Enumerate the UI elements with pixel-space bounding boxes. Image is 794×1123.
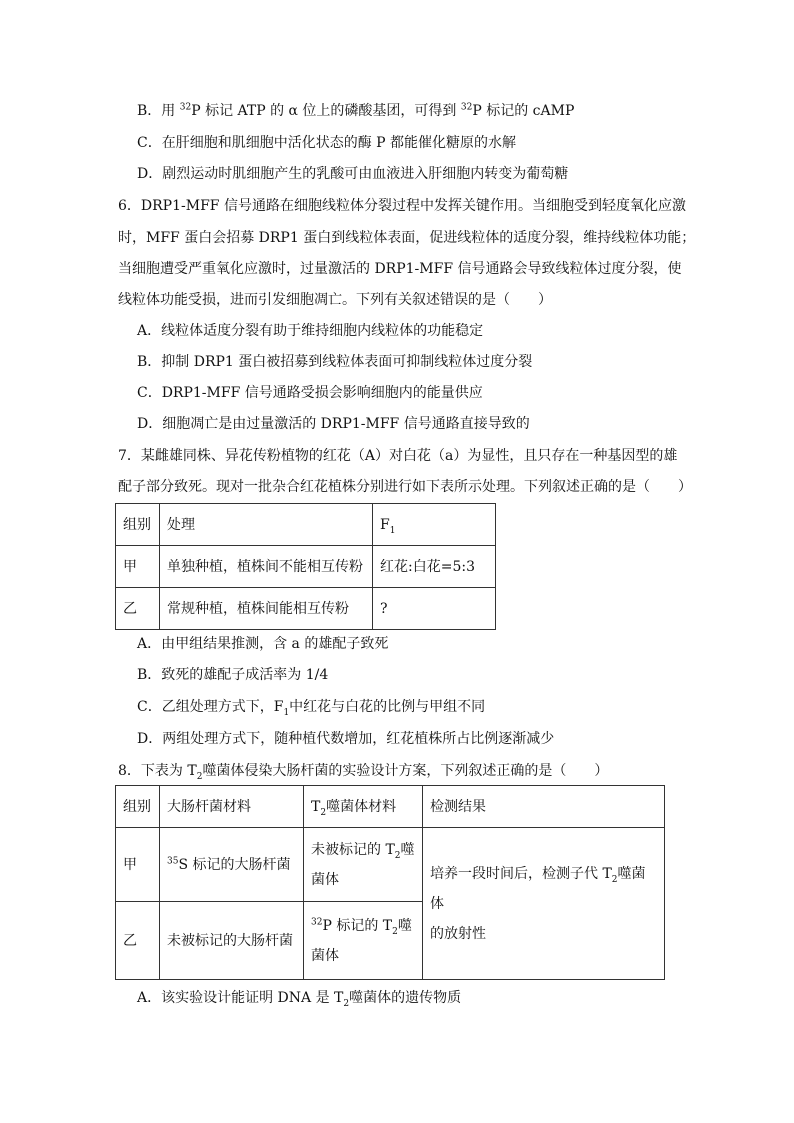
table-cell: $^{35}$S 标记的大肠杆菌 [160,828,304,902]
table-header-cell: 检测结果 [423,786,665,828]
table-header-cell: 组别 [116,786,160,828]
q8-stem: 8．下表为 $T_2$噬菌体侵染大肠杆菌的实验设计方案，下列叙述正确的是（ ） [118,763,609,782]
table-header-cell: 大肠杆菌材料 [160,786,304,828]
table-header-cell: $T_2$噬菌体材料 [304,786,423,828]
q7-stem-line-2: 配子部分致死。现对一批杂合红花植株分别进行如下表所示处理。下列叙述正确的是（ ） [118,479,692,495]
q6-option-b: B．抑制 DRP1 蛋白被招募到线粒体表面可抑制线粒体过度分裂 [137,354,533,370]
q7-table [115,503,496,630]
table-cell: $^{32}$P 标记的 $T_2$噬 菌体 [304,902,423,980]
table-header-cell: $F_1$ [373,504,496,546]
table-row [116,546,496,588]
q6-option-c: C．DRP1-MFF 信号通路受损会影响细胞内的能量供应 [137,385,483,401]
q8-table [115,785,665,980]
table-cell: 甲 [116,546,160,588]
table-header-cell: 组别 [116,504,160,546]
q8-option-a: A．该实验设计能证明 DNA 是 $T_2$噬菌体的遗传物质 [137,990,462,1009]
table-cell: 未被标记的 $T_2$噬 菌体 [304,828,423,902]
q5-option-b: B．用 $^{32}$P 标记 ATP 的 α 位上的磷酸基团，可得到 $^{32}$P 标记的 cAMP [137,102,575,119]
q6-stem-line-3: 当细胞遭受严重氧化应激时，过量激活的 DRP1-MFF 信号通路会导致线粒体过度分裂，使 [118,261,682,277]
table-row [116,588,496,630]
q6-stem-line-1: 6．DRP1-MFF 信号通路在细胞线粒体分裂过程中发挥关键作用。当细胞受到轻度氧化应激 [118,198,686,214]
table-cell-result: 培养一段时间后，检测子代 $T_2$噬菌体 的放射性 [423,828,665,980]
table-cell: 乙 [116,902,160,980]
table-cell: 红花:白花=5:3 [373,546,496,588]
q6-stem-line-4: 线粒体功能受损，进而引发细胞凋亡。下列有关叙述错误的是（ ） [118,292,552,308]
table-header-row [116,504,496,546]
table-cell: 乙 [116,588,160,630]
table-header-cell: 处理 [160,504,373,546]
table-cell: 单独种植，植株间不能相互传粉 [160,546,373,588]
q6-stem-line-2: 时，MFF 蛋白会招募 DRP1 蛋白到线粒体表面，促进线粒体的适度分裂，维持线粒体功能； [118,230,696,246]
q6-option-d: D．细胞凋亡是由过量激活的 DRP1-MFF 信号通路直接导致的 [137,416,530,432]
table-row [116,828,665,902]
q7-stem-line-1: 7．某雌雄同株、异花传粉植物的红花（A）对白花（a）为显性，且只存在一种基因型的雄 [118,448,678,464]
table-header-row [116,786,665,828]
q7-option-c: C．乙组处理方式下，$F_1$中红花与白花的比例与甲组不同 [137,699,486,718]
table-cell: 常规种植，植株间能相互传粉 [160,588,373,630]
q5-option-d: D．剧烈运动时肌细胞产生的乳酸可由血液进入肝细胞内转变为葡萄糖 [137,166,569,182]
table-cell: 未被标记的大肠杆菌 [160,902,304,980]
q5-option-c: C．在肝细胞和肌细胞中活化状态的酶 P 都能催化糖原的水解 [137,135,517,151]
q7-option-a: A．由甲组结果推测，含 a 的雄配子致死 [137,636,389,652]
table-cell: 甲 [116,828,160,902]
q7-option-b: B．致死的雄配子成活率为 1/4 [137,667,329,683]
q6-option-a: A．线粒体适度分裂有助于维持细胞内线粒体的功能稳定 [137,323,484,339]
q7-option-d: D．两组处理方式下，随种植代数增加，红花植株所占比例逐渐减少 [137,731,555,747]
table-cell: ? [373,588,496,630]
